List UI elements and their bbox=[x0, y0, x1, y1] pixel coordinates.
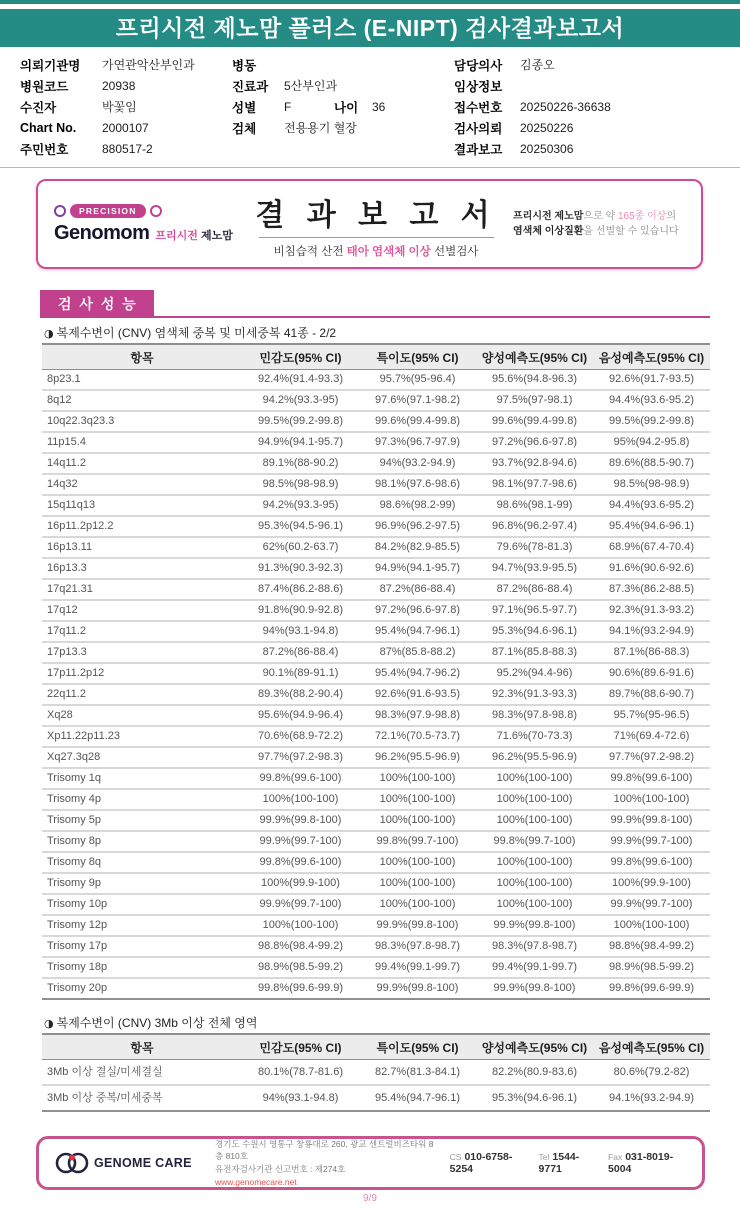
column-header: 양성예측도(95% CI) bbox=[476, 1034, 593, 1060]
report-note: 프리시전 제노맘으로 약 165종 이상의 염색체 이상질환을 선별할 수 있습니다 bbox=[513, 210, 679, 237]
item-cell: Trisomy 9p bbox=[42, 873, 242, 894]
value-cell: 96.8%(96.2-97.4) bbox=[476, 516, 593, 537]
value-cell: 98.9%(98.5-99.2) bbox=[593, 957, 710, 978]
value-cell: 100%(99.9-100) bbox=[593, 873, 710, 894]
value-cell: 99.8%(99.6-100) bbox=[593, 768, 710, 789]
value-cell: 97.7%(97.2-98.3) bbox=[242, 747, 359, 768]
table2-caption: ◑ 복제수변이 (CNV) 3Mb 이상 전체 영역 bbox=[44, 1016, 258, 1030]
value-cell: 99.8%(99.6-100) bbox=[242, 768, 359, 789]
value-cell: 98.3%(97.8-98.8) bbox=[476, 705, 593, 726]
table-row bbox=[42, 453, 710, 474]
item-cell: 17p13.3 bbox=[42, 642, 242, 663]
value-cell: 99.8%(99.7-100) bbox=[476, 831, 593, 852]
half-circle-bullet-icon: ◑ bbox=[44, 327, 54, 340]
footer-box bbox=[36, 1136, 705, 1190]
value-cell: 99.6%(99.4-99.8) bbox=[476, 411, 593, 432]
value-cell: 95.4%(94.7-96.2) bbox=[359, 663, 476, 684]
genomom-logo bbox=[54, 204, 239, 245]
table-row bbox=[42, 936, 710, 957]
result-report-title: 결 과 보 고 서 bbox=[255, 198, 497, 232]
item-cell: 14q32 bbox=[42, 474, 242, 495]
value-cell: 95.4%(94.7-96.1) bbox=[359, 621, 476, 642]
item-cell: 22q11.2 bbox=[42, 684, 242, 705]
value-cell: 100%(100-100) bbox=[359, 873, 476, 894]
field-value: 5산부인과 bbox=[284, 79, 338, 93]
value-cell: 100%(100-100) bbox=[359, 768, 476, 789]
item-cell: Trisomy 20p bbox=[42, 978, 242, 999]
value-cell: 92.3%(91.3-93.2) bbox=[593, 600, 710, 621]
brand-kr-accent: 프리시전 bbox=[155, 229, 198, 242]
value-cell: 79.6%(78-81.3) bbox=[476, 537, 593, 558]
value-cell: 89.1%(88-90.2) bbox=[242, 453, 359, 474]
value-cell: 97.2%(96.6-97.8) bbox=[359, 600, 476, 621]
cnv-3mb-table bbox=[42, 1033, 710, 1112]
field-value: 전용용기 혈장 bbox=[284, 121, 357, 135]
value-cell: 100%(100-100) bbox=[476, 768, 593, 789]
value-cell: 95%(94.2-95.8) bbox=[593, 432, 710, 453]
field-label: 검사의뢰 bbox=[454, 121, 503, 136]
patient-info-col1 bbox=[20, 54, 232, 159]
value-cell: 70.6%(68.9-72.2) bbox=[242, 726, 359, 747]
field-value: 김종오 bbox=[520, 58, 555, 72]
field-value: 2000107 bbox=[102, 120, 149, 135]
value-cell: 100%(100-100) bbox=[242, 915, 359, 936]
table-row bbox=[42, 768, 710, 789]
field-value: 20250306 bbox=[520, 141, 574, 156]
genome-care-logo bbox=[55, 1150, 205, 1176]
value-cell: 71.6%(70-73.3) bbox=[476, 726, 593, 747]
value-cell: 90.1%(89-91.1) bbox=[242, 663, 359, 684]
item-cell: Trisomy 12p bbox=[42, 915, 242, 936]
item-cell: 17q12 bbox=[42, 600, 242, 621]
value-cell: 95.4%(94.7-96.1) bbox=[359, 1085, 476, 1111]
value-cell: 100%(99.9-100) bbox=[242, 873, 359, 894]
value-cell: 95.3%(94.6-96.1) bbox=[476, 1085, 593, 1111]
item-cell: 3Mb 이상 중복/미세중복 bbox=[42, 1085, 242, 1111]
value-cell: 100%(100-100) bbox=[476, 852, 593, 873]
value-cell: 97.6%(97.1-98.2) bbox=[359, 390, 476, 411]
field-value: 박꽃임 bbox=[102, 100, 137, 114]
field-value: 36 bbox=[372, 99, 386, 114]
value-cell: 99.4%(99.1-99.7) bbox=[476, 957, 593, 978]
item-cell: 11p15.4 bbox=[42, 432, 242, 453]
item-cell: Trisomy 4p bbox=[42, 789, 242, 810]
value-cell: 100%(100-100) bbox=[359, 852, 476, 873]
table-row bbox=[42, 516, 710, 537]
value-cell: 92.3%(91.3-93.3) bbox=[476, 684, 593, 705]
value-cell: 87.4%(86.2-88.6) bbox=[242, 579, 359, 600]
column-header: 민감도(95% CI) bbox=[242, 1034, 359, 1060]
table-row bbox=[42, 978, 710, 999]
value-cell: 62%(60.2-63.7) bbox=[242, 537, 359, 558]
value-cell: 94.2%(93.3-95) bbox=[242, 495, 359, 516]
value-cell: 95.7%(95-96.5) bbox=[593, 705, 710, 726]
table-row bbox=[42, 663, 710, 684]
value-cell: 91.8%(90.9-92.8) bbox=[242, 600, 359, 621]
value-cell: 96.9%(96.2-97.5) bbox=[359, 516, 476, 537]
item-cell: 17q11.2 bbox=[42, 621, 242, 642]
value-cell: 94.1%(93.2-94.9) bbox=[593, 621, 710, 642]
value-cell: 98.6%(98.2-99) bbox=[359, 495, 476, 516]
table-row bbox=[42, 370, 710, 391]
value-cell: 100%(100-100) bbox=[476, 810, 593, 831]
value-cell: 98.3%(97.8-98.7) bbox=[359, 936, 476, 957]
column-header: 특이도(95% CI) bbox=[359, 344, 476, 370]
table-row bbox=[42, 411, 710, 432]
value-cell: 100%(100-100) bbox=[593, 789, 710, 810]
table-row bbox=[42, 873, 710, 894]
value-cell: 97.1%(96.5-97.7) bbox=[476, 600, 593, 621]
table-row bbox=[42, 894, 710, 915]
brand-name: Genomom bbox=[54, 221, 150, 244]
item-cell: 8q12 bbox=[42, 390, 242, 411]
field-label: 주민번호 bbox=[20, 142, 69, 157]
value-cell: 94.4%(93.6-95.2) bbox=[593, 495, 710, 516]
value-cell: 80.6%(79.2-82) bbox=[593, 1060, 710, 1086]
page-number: 9/9 bbox=[363, 1193, 377, 1204]
website-link[interactable]: www.genomecare.net bbox=[215, 1176, 297, 1187]
value-cell: 98.9%(98.5-99.2) bbox=[242, 957, 359, 978]
value-cell: 87.2%(86-88.4) bbox=[359, 579, 476, 600]
value-cell: 99.5%(99.2-99.8) bbox=[242, 411, 359, 432]
badge-dot-icon bbox=[54, 205, 66, 217]
table-row bbox=[42, 642, 710, 663]
item-cell: 16p11.2p12.2 bbox=[42, 516, 242, 537]
field-label: 담당의사 bbox=[454, 58, 503, 73]
report-header-box bbox=[36, 179, 703, 269]
value-cell: 99.6%(99.4-99.8) bbox=[359, 411, 476, 432]
value-cell: 84.2%(82.9-85.5) bbox=[359, 537, 476, 558]
table-row bbox=[42, 915, 710, 936]
footer-brand: GENOME CARE bbox=[94, 1156, 192, 1170]
value-cell: 99.9%(99.8-100) bbox=[359, 915, 476, 936]
item-cell: 8p23.1 bbox=[42, 370, 242, 391]
value-cell: 89.7%(88.6-90.7) bbox=[593, 684, 710, 705]
value-cell: 98.3%(97.9-98.8) bbox=[359, 705, 476, 726]
half-circle-bullet-icon: ◑ bbox=[44, 1017, 54, 1030]
item-cell: 15q11q13 bbox=[42, 495, 242, 516]
value-cell: 80.1%(78.7-81.6) bbox=[242, 1060, 359, 1086]
value-cell: 99.5%(99.2-99.8) bbox=[593, 411, 710, 432]
field-label: 수진자 bbox=[20, 100, 57, 115]
column-header: 항목 bbox=[42, 1034, 242, 1060]
value-cell: 96.2%(95.5-96.9) bbox=[359, 747, 476, 768]
value-cell: 99.8%(99.6-99.9) bbox=[593, 978, 710, 999]
value-cell: 98.1%(97.6-98.6) bbox=[359, 474, 476, 495]
footer-contacts: CS 010-6758-5254 Tel 1544-9771 Fax 031-8019-5004 bbox=[449, 1151, 674, 1175]
table-row bbox=[42, 1060, 710, 1086]
value-cell: 82.7%(81.3-84.1) bbox=[359, 1060, 476, 1086]
value-cell: 94.9%(94.1-95.7) bbox=[242, 432, 359, 453]
column-header: 양성예측도(95% CI) bbox=[476, 344, 593, 370]
item-cell: 10q22.3q23.3 bbox=[42, 411, 242, 432]
value-cell: 87%(85.8-88.2) bbox=[359, 642, 476, 663]
table-header-row bbox=[42, 1034, 710, 1060]
value-cell: 99.8%(99.6-100) bbox=[242, 852, 359, 873]
patient-info-col2 bbox=[232, 54, 454, 159]
value-cell: 92.6%(91.7-93.5) bbox=[593, 370, 710, 391]
item-cell: Xq28 bbox=[42, 705, 242, 726]
genome-care-logo-icon bbox=[55, 1150, 89, 1176]
value-cell: 71%(69.4-72.6) bbox=[593, 726, 710, 747]
table-row bbox=[42, 1085, 710, 1111]
value-cell: 94.2%(93.3-95) bbox=[242, 390, 359, 411]
table-row bbox=[42, 957, 710, 978]
table-row bbox=[42, 537, 710, 558]
table-row bbox=[42, 474, 710, 495]
page-title: 프리시전 제노맘 플러스 (E-NIPT) 검사결과보고서 bbox=[0, 9, 740, 47]
field-value: 20250226 bbox=[520, 120, 574, 135]
value-cell: 72.1%(70.5-73.7) bbox=[359, 726, 476, 747]
item-cell: Trisomy 1q bbox=[42, 768, 242, 789]
value-cell: 99.8%(99.6-100) bbox=[593, 852, 710, 873]
value-cell: 97.3%(96.7-97.9) bbox=[359, 432, 476, 453]
value-cell: 99.4%(99.1-99.7) bbox=[359, 957, 476, 978]
item-cell: 16p13.3 bbox=[42, 558, 242, 579]
item-cell: Trisomy 8q bbox=[42, 852, 242, 873]
item-cell: Trisomy 10p bbox=[42, 894, 242, 915]
item-cell: Xq27.3q28 bbox=[42, 747, 242, 768]
value-cell: 95.2%(94.4-96) bbox=[476, 663, 593, 684]
field-value: 가연관악산부인과 bbox=[102, 58, 195, 72]
field-label: 접수번호 bbox=[454, 100, 503, 115]
value-cell: 99.8%(99.6-99.9) bbox=[242, 978, 359, 999]
value-cell: 87.3%(86.2-88.5) bbox=[593, 579, 710, 600]
badge-dot-icon bbox=[150, 205, 162, 217]
value-cell: 100%(100-100) bbox=[359, 789, 476, 810]
value-cell: 100%(100-100) bbox=[359, 810, 476, 831]
value-cell: 96.2%(95.5-96.9) bbox=[476, 747, 593, 768]
value-cell: 99.9%(99.7-100) bbox=[593, 894, 710, 915]
value-cell: 92.4%(91.4-93.3) bbox=[242, 370, 359, 391]
field-value: 20250226-36638 bbox=[520, 99, 611, 114]
value-cell: 100%(100-100) bbox=[359, 894, 476, 915]
column-header: 민감도(95% CI) bbox=[242, 344, 359, 370]
value-cell: 94%(93.1-94.8) bbox=[242, 621, 359, 642]
item-cell: Trisomy 8p bbox=[42, 831, 242, 852]
value-cell: 99.9%(99.8-100) bbox=[593, 810, 710, 831]
field-value: 20938 bbox=[102, 78, 136, 93]
item-cell: Trisomy 18p bbox=[42, 957, 242, 978]
table-row bbox=[42, 432, 710, 453]
value-cell: 94.4%(93.6-95.2) bbox=[593, 390, 710, 411]
value-cell: 99.9%(99.8-100) bbox=[476, 978, 593, 999]
item-cell: 16p13.11 bbox=[42, 537, 242, 558]
result-report-subtitle: 비침습적 산전 태아 염색체 이상 선별검사 bbox=[273, 245, 479, 258]
field-label: 결과보고 bbox=[454, 142, 503, 157]
table-row bbox=[42, 810, 710, 831]
field-value: F bbox=[284, 99, 292, 114]
patient-info-section bbox=[0, 47, 740, 168]
value-cell: 99.9%(99.8-100) bbox=[476, 915, 593, 936]
value-cell: 89.6%(88.5-90.7) bbox=[593, 453, 710, 474]
column-header: 항목 bbox=[42, 344, 242, 370]
item-cell: Xp11.22p11.23 bbox=[42, 726, 242, 747]
value-cell: 87.2%(86-88.4) bbox=[476, 579, 593, 600]
value-cell: 95.6%(94.9-96.4) bbox=[242, 705, 359, 726]
table-row bbox=[42, 558, 710, 579]
field-label: 나이 bbox=[334, 100, 359, 115]
value-cell: 99.9%(99.7-100) bbox=[242, 831, 359, 852]
value-cell: 98.5%(98-98.9) bbox=[242, 474, 359, 495]
table-row bbox=[42, 495, 710, 516]
field-label: 임상정보 bbox=[454, 79, 503, 94]
item-cell: 3Mb 이상 결실/미세결실 bbox=[42, 1060, 242, 1086]
column-header: 특이도(95% CI) bbox=[359, 1034, 476, 1060]
value-cell: 97.7%(97.2-98.2) bbox=[593, 747, 710, 768]
value-cell: 93.7%(92.8-94.6) bbox=[476, 453, 593, 474]
value-cell: 98.1%(97.7-98.6) bbox=[476, 474, 593, 495]
item-cell: Trisomy 5p bbox=[42, 810, 242, 831]
value-cell: 94.1%(93.2-94.9) bbox=[593, 1085, 710, 1111]
table-row bbox=[42, 705, 710, 726]
field-label: 진료과 bbox=[232, 79, 269, 94]
value-cell: 94.7%(93.9-95.5) bbox=[476, 558, 593, 579]
patient-info-col3 bbox=[454, 54, 720, 159]
table1-caption: ◑ 복제수변이 (CNV) 염색체 중복 및 미세중복 41종 - 2/2 bbox=[44, 326, 337, 340]
table-row bbox=[42, 726, 710, 747]
top-accent-line bbox=[0, 0, 740, 4]
value-cell: 99.9%(99.7-100) bbox=[242, 894, 359, 915]
value-cell: 87.1%(85.8-88.3) bbox=[476, 642, 593, 663]
value-cell: 98.8%(98.4-99.2) bbox=[242, 936, 359, 957]
value-cell: 95.3%(94.6-96.1) bbox=[476, 621, 593, 642]
value-cell: 94%(93.2-94.9) bbox=[359, 453, 476, 474]
value-cell: 99.9%(99.7-100) bbox=[593, 831, 710, 852]
value-cell: 98.6%(98.1-99) bbox=[476, 495, 593, 516]
table-header-row bbox=[42, 344, 710, 370]
column-header: 음성예측도(95% CI) bbox=[593, 344, 710, 370]
value-cell: 92.6%(91.6-93.5) bbox=[359, 684, 476, 705]
table-row bbox=[42, 600, 710, 621]
item-cell: 14q11.2 bbox=[42, 453, 242, 474]
value-cell: 91.3%(90.3-92.3) bbox=[242, 558, 359, 579]
item-cell: 17p11.2p12 bbox=[42, 663, 242, 684]
value-cell: 98.3%(97.8-98.7) bbox=[476, 936, 593, 957]
field-label: 성별 bbox=[232, 100, 257, 115]
field-label: 병동 bbox=[232, 58, 257, 73]
value-cell: 98.5%(98-98.9) bbox=[593, 474, 710, 495]
value-cell: 100%(100-100) bbox=[476, 894, 593, 915]
item-cell: 17q21.31 bbox=[42, 579, 242, 600]
value-cell: 87.1%(86-88.3) bbox=[593, 642, 710, 663]
value-cell: 95.3%(94.5-96.1) bbox=[242, 516, 359, 537]
table-row bbox=[42, 852, 710, 873]
value-cell: 99.9%(99.8-100) bbox=[359, 978, 476, 999]
value-cell: 68.9%(67.4-70.4) bbox=[593, 537, 710, 558]
performance-section-title: 검 사 성 능 bbox=[40, 290, 154, 318]
table-row bbox=[42, 789, 710, 810]
value-cell: 100%(100-100) bbox=[476, 789, 593, 810]
value-cell: 98.8%(98.4-99.2) bbox=[593, 936, 710, 957]
brand-kr-bold: 제노맘 bbox=[200, 229, 233, 242]
field-label: 병원코드 bbox=[20, 79, 69, 94]
table-row bbox=[42, 747, 710, 768]
field-label: 검체 bbox=[232, 121, 257, 136]
value-cell: 91.6%(90.6-92.6) bbox=[593, 558, 710, 579]
value-cell: 100%(100-100) bbox=[593, 915, 710, 936]
value-cell: 95.6%(94.8-96.3) bbox=[476, 370, 593, 391]
value-cell: 82.2%(80.9-83.6) bbox=[476, 1060, 593, 1086]
footer-address: 경기도 수원시 영통구 창룡대로 260, 광교 센트럴비즈타워 8층 810호 유전자검사기관 신고번호 : 제274호 www.genomecare.net bbox=[215, 1138, 434, 1187]
value-cell: 97.2%(96.6-97.8) bbox=[476, 432, 593, 453]
field-label: Chart No. bbox=[20, 120, 77, 135]
cnv-duplication-table bbox=[42, 343, 710, 1000]
value-cell: 95.4%(94.6-96.1) bbox=[593, 516, 710, 537]
performance-section-rule bbox=[40, 292, 710, 318]
precision-badge: PRECISION bbox=[70, 204, 146, 218]
value-cell: 97.5%(97-98.1) bbox=[476, 390, 593, 411]
table-row bbox=[42, 579, 710, 600]
column-header: 음성예측도(95% CI) bbox=[593, 1034, 710, 1060]
value-cell: 100%(100-100) bbox=[242, 789, 359, 810]
table-row bbox=[42, 621, 710, 642]
value-cell: 100%(100-100) bbox=[476, 873, 593, 894]
value-cell: 87.2%(86-88.4) bbox=[242, 642, 359, 663]
value-cell: 94.9%(94.1-95.7) bbox=[359, 558, 476, 579]
value-cell: 99.8%(99.7-100) bbox=[359, 831, 476, 852]
title-underline bbox=[259, 237, 494, 238]
field-value: 880517-2 bbox=[102, 141, 153, 156]
value-cell: 89.3%(88.2-90.4) bbox=[242, 684, 359, 705]
item-cell: Trisomy 17p bbox=[42, 936, 242, 957]
value-cell: 95.7%(95-96.4) bbox=[359, 370, 476, 391]
value-cell: 94%(93.1-94.8) bbox=[242, 1085, 359, 1111]
value-cell: 90.6%(89.6-91.6) bbox=[593, 663, 710, 684]
table-row bbox=[42, 390, 710, 411]
table-row bbox=[42, 831, 710, 852]
value-cell: 99.9%(99.8-100) bbox=[242, 810, 359, 831]
field-label: 의뢰기관명 bbox=[20, 58, 81, 73]
table-row bbox=[42, 684, 710, 705]
